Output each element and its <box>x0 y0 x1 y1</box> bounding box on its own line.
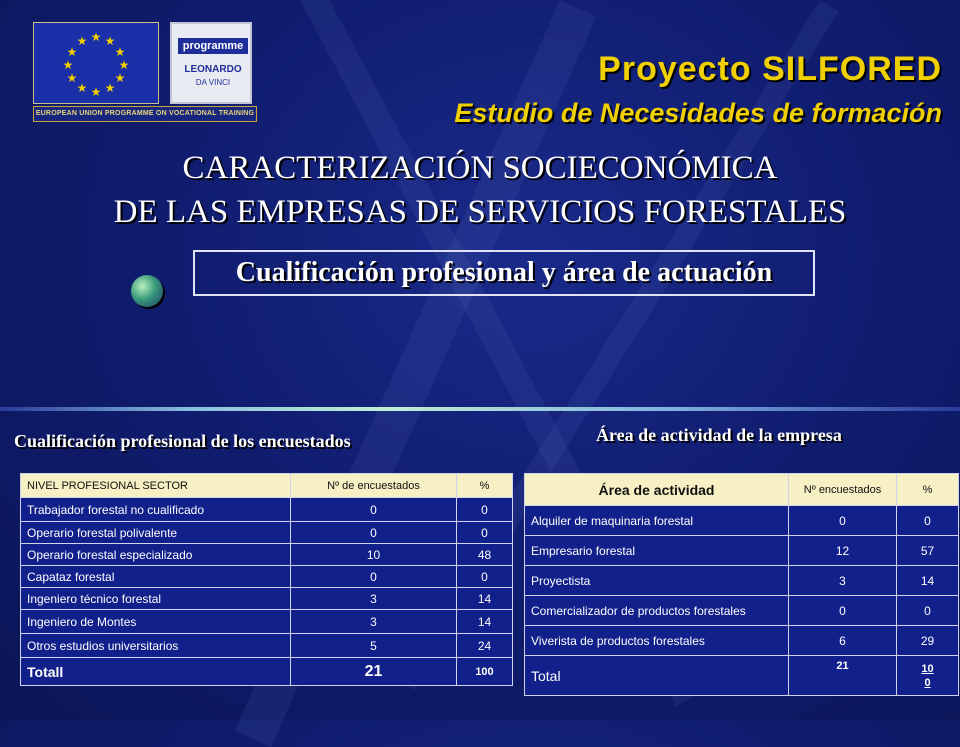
table-cell: Ingeniero de Montes <box>21 610 291 634</box>
table-cell: 0 <box>897 596 959 626</box>
svg-text:★: ★ <box>114 71 126 85</box>
table-cell: Proyectista <box>525 566 789 596</box>
total-count: 21 <box>291 658 457 686</box>
main-title-line-2: DE LAS EMPRESAS DE SERVICIOS FORESTALES <box>113 194 847 230</box>
column-header: % <box>457 474 513 498</box>
svg-text:★: ★ <box>90 85 102 99</box>
table-cell: 0 <box>789 596 897 626</box>
table-row <box>21 566 513 588</box>
leonardo-logo <box>170 22 252 104</box>
table-cell: 0 <box>291 498 457 522</box>
activity-area-table <box>524 473 959 696</box>
svg-text:★: ★ <box>104 81 116 95</box>
table-cell: 24 <box>457 634 513 658</box>
main-title-line-1: CARACTERIZACIÓN SOCIECONÓMICA <box>182 150 778 186</box>
table-row <box>525 506 959 536</box>
project-subtitle: Estudio de Necesidades de formación <box>454 98 942 128</box>
total-percent: 100 <box>457 658 513 686</box>
table-cell: Trabajador forestal no cualificado <box>21 498 291 522</box>
table-cell: 3 <box>789 566 897 596</box>
table-cell: 57 <box>897 536 959 566</box>
svg-text:★: ★ <box>118 58 130 72</box>
table-cell: 0 <box>291 566 457 588</box>
table-row <box>525 626 959 656</box>
globe-bullet-icon <box>131 275 163 307</box>
table-row <box>21 588 513 610</box>
project-title: Proyecto SILFORED <box>598 50 942 88</box>
right-table-title: Área de actividad de la empresa <box>596 425 842 445</box>
svg-text:★: ★ <box>114 45 126 59</box>
table-total-row <box>21 658 513 686</box>
table-cell: 14 <box>897 566 959 596</box>
table-cell: Capataz forestal <box>21 566 291 588</box>
section-subtitle: Cualificación profesional y área de actuación <box>193 250 815 296</box>
table-cell: Alquiler de maquinaria forestal <box>525 506 789 536</box>
leonardo-programme-label: programme <box>178 38 248 54</box>
table-cell: 0 <box>897 506 959 536</box>
table-header-row <box>21 474 513 498</box>
total-label: Totall <box>21 658 291 686</box>
table-row <box>525 566 959 596</box>
table-cell: 14 <box>457 588 513 610</box>
table-cell: Otros estudios universitarios <box>21 634 291 658</box>
eu-programme-banner: EUROPEAN UNION PROGRAMME ON VOCATIONAL TRAINING <box>33 106 257 122</box>
svg-text:★: ★ <box>104 34 116 48</box>
column-header: Área de actividad <box>525 474 789 506</box>
table-row <box>21 522 513 544</box>
table-cell: 0 <box>457 522 513 544</box>
table-row <box>21 610 513 634</box>
table-cell: 0 <box>291 522 457 544</box>
column-header: Nº de encuestados <box>291 474 457 498</box>
table-cell: Comercializador de productos forestales <box>525 596 789 626</box>
table-cell: Ingeniero técnico forestal <box>21 588 291 610</box>
table-cell: 29 <box>897 626 959 656</box>
table-cell: 5 <box>291 634 457 658</box>
divider-line <box>0 407 960 411</box>
table-row <box>21 498 513 522</box>
total-label: Total <box>525 656 789 696</box>
total-percent: 10 0 <box>897 656 959 696</box>
column-header: % <box>897 474 959 506</box>
svg-text:★: ★ <box>66 45 78 59</box>
table-cell: 3 <box>291 588 457 610</box>
column-header: Nº encuestados <box>789 474 897 506</box>
table-row <box>525 536 959 566</box>
svg-text:★: ★ <box>62 58 74 72</box>
table-cell: 3 <box>291 610 457 634</box>
svg-text:★: ★ <box>90 30 102 44</box>
table-cell: 48 <box>457 544 513 566</box>
table-row <box>21 544 513 566</box>
table-cell: 14 <box>457 610 513 634</box>
table-cell: Operario forestal especializado <box>21 544 291 566</box>
table-row <box>525 596 959 626</box>
left-table-title: Cualificación profesional de los encuestados <box>14 431 351 451</box>
svg-text:★: ★ <box>76 34 88 48</box>
table-cell: 0 <box>457 566 513 588</box>
professional-qualification-table <box>20 473 513 686</box>
leonardo-subname: DA VINCI <box>195 78 231 87</box>
table-cell: 0 <box>457 498 513 522</box>
table-cell: 6 <box>789 626 897 656</box>
leonardo-name: LEONARDO <box>184 64 242 75</box>
eu-stars-icon <box>64 29 128 97</box>
svg-text:★: ★ <box>76 81 88 95</box>
table-cell: 12 <box>789 536 897 566</box>
table-cell: 0 <box>789 506 897 536</box>
table-cell: 10 <box>291 544 457 566</box>
table-cell: Empresario forestal <box>525 536 789 566</box>
table-row <box>21 634 513 658</box>
column-header: NIVEL PROFESIONAL SECTOR <box>21 474 291 498</box>
table-cell: Operario forestal polivalente <box>21 522 291 544</box>
eu-flag-logo <box>33 22 159 104</box>
table-header-row <box>525 474 959 506</box>
svg-text:★: ★ <box>66 71 78 85</box>
table-cell: Viverista de productos forestales <box>525 626 789 656</box>
total-count: 21 <box>789 656 897 696</box>
table-total-row <box>525 656 959 696</box>
